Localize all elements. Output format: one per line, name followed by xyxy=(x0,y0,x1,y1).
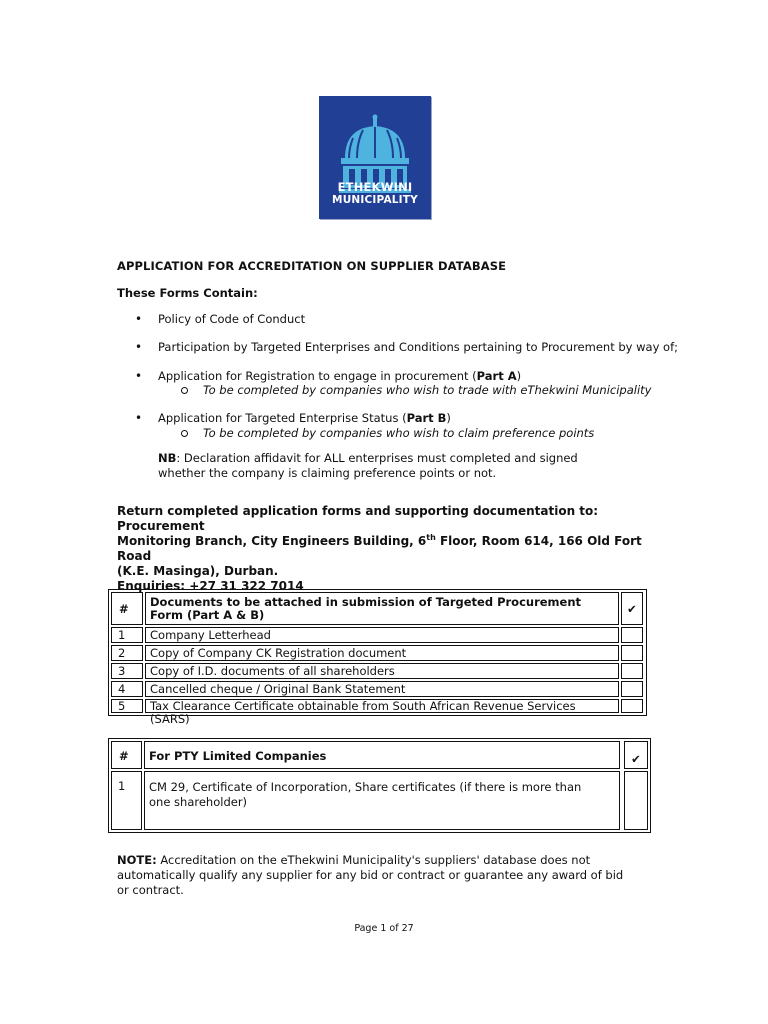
table-header-hash xyxy=(111,741,142,769)
return-sup: th xyxy=(426,533,436,542)
bullet-item-part-a xyxy=(158,369,521,383)
sub-bullet-circle xyxy=(181,430,188,437)
return-line: (K.E. Masinga), Durban. xyxy=(117,564,279,578)
row-doc: Cancelled cheque / Original Bank Statement xyxy=(150,682,406,696)
row-num: 1 xyxy=(118,779,126,793)
table-row xyxy=(111,645,143,661)
bullet-bold: Part A xyxy=(476,369,517,383)
ethekwini-logo xyxy=(319,96,431,219)
page-title: APPLICATION FOR ACCREDITATION ON SUPPLIER DATABASE xyxy=(117,259,507,273)
table-row xyxy=(145,663,619,679)
table-row xyxy=(111,627,143,643)
bullet-item-participation: Participation by Targeted Enterprises and Conditions pertaining to Procurement by way of; xyxy=(158,340,678,354)
return-line xyxy=(117,534,647,564)
note-label: NOTE: xyxy=(117,853,157,867)
bullet-item-code-of-conduct: Policy of Code of Conduct xyxy=(158,312,306,326)
contains-heading: These Forms Contain: xyxy=(117,286,258,300)
bullet-item-part-b xyxy=(158,411,451,425)
table-row-checkbox[interactable] xyxy=(621,699,643,713)
check-icon: ✔ xyxy=(631,752,641,766)
logo-text-municipality: MUNICIPALITY xyxy=(332,194,418,206)
table-row xyxy=(111,699,143,713)
bullet-text: ) xyxy=(446,411,451,425)
sub-item-part-a: To be completed by companies who wish to trade with eThekwini Municipality xyxy=(203,383,652,397)
row-num: 1 xyxy=(118,628,126,642)
row-num: 2 xyxy=(118,646,126,660)
bullet-dot: • xyxy=(135,312,143,326)
return-text: Floor, Room 614, 166 Old Fort Road xyxy=(117,534,642,563)
documents-table xyxy=(108,589,647,726)
header-text: # xyxy=(119,749,129,763)
table-row xyxy=(145,681,619,697)
row-doc: Company Letterhead xyxy=(150,628,271,642)
sub-bullet-circle xyxy=(181,387,188,394)
table-row-checkbox[interactable] xyxy=(621,663,643,679)
bullet-text: ) xyxy=(516,369,522,383)
return-instructions xyxy=(117,504,647,594)
table-row xyxy=(144,771,620,830)
table-header-check xyxy=(624,741,648,769)
note-text: Accreditation on the eThekwini Municipality's suppliers' database does not automatically qualify any supplier for any bid or contract or guarantee any award of bid or contract. xyxy=(117,853,624,897)
table-row xyxy=(111,681,143,697)
header-text: # xyxy=(119,602,129,616)
row-num: 3 xyxy=(118,664,126,678)
header-text: Documents to be attached in submission of Targeted Procurement Form (Part A & B) xyxy=(150,595,582,622)
logo-text-ethekwini: ETHEKWINI xyxy=(337,180,413,194)
nb-paragraph xyxy=(158,451,628,481)
bullet-bold: Part B xyxy=(406,411,447,425)
table-row-checkbox[interactable] xyxy=(624,771,648,830)
page-number: Page 1 of 27 xyxy=(354,923,414,934)
return-text: Monitoring Branch, City Engineers Building, 6 xyxy=(117,534,427,548)
header-text: For PTY Limited Companies xyxy=(149,749,327,763)
row-doc: Copy of I.D. documents of all shareholders xyxy=(150,664,395,678)
table-row xyxy=(111,771,142,830)
pty-table xyxy=(108,738,651,833)
check-icon: ✔ xyxy=(627,602,637,616)
nb-label: NB xyxy=(158,451,177,465)
bullet-dot: • xyxy=(135,411,143,425)
table-header-documents xyxy=(145,592,619,625)
table-row xyxy=(145,645,619,661)
table-header-check xyxy=(621,592,643,625)
row-doc: Tax Clearance Certificate obtainable from South African Revenue Services (SARS) xyxy=(150,699,576,726)
table-row xyxy=(145,699,619,726)
bullet-dot: • xyxy=(135,369,143,383)
enquiries-line: Enquiries: +27 31 322 7014 xyxy=(117,579,304,593)
row-doc: Copy of Company CK Registration document xyxy=(150,646,407,660)
table-row xyxy=(145,627,619,643)
table-row-checkbox[interactable] xyxy=(621,645,643,661)
nb-text: : Declaration affidavit for ALL enterprises must completed and signed whether the company is claiming preference points or not. xyxy=(158,451,578,480)
sub-item-part-b: To be completed by companies who wish to claim preference points xyxy=(203,426,595,440)
note-paragraph xyxy=(117,853,637,898)
table-header-pty xyxy=(144,741,620,769)
row-num: 4 xyxy=(118,682,126,696)
table-row-checkbox[interactable] xyxy=(621,681,643,697)
bullet-dot: • xyxy=(135,340,143,354)
row-num: 5 xyxy=(118,699,126,713)
bullet-text: Application for Registration to engage in procurement ( xyxy=(158,369,477,383)
return-line: Return completed application forms and supporting documentation to: Procurement xyxy=(117,504,599,533)
bullet-text: Application for Targeted Enterprise Status ( xyxy=(158,411,407,425)
table-header-hash xyxy=(111,592,143,625)
row-doc: CM 29, Certificate of Incorporation, Share certificates (if there is more than one shareholder) xyxy=(149,780,582,809)
table-row-checkbox[interactable] xyxy=(621,627,643,643)
table-row xyxy=(111,663,143,679)
